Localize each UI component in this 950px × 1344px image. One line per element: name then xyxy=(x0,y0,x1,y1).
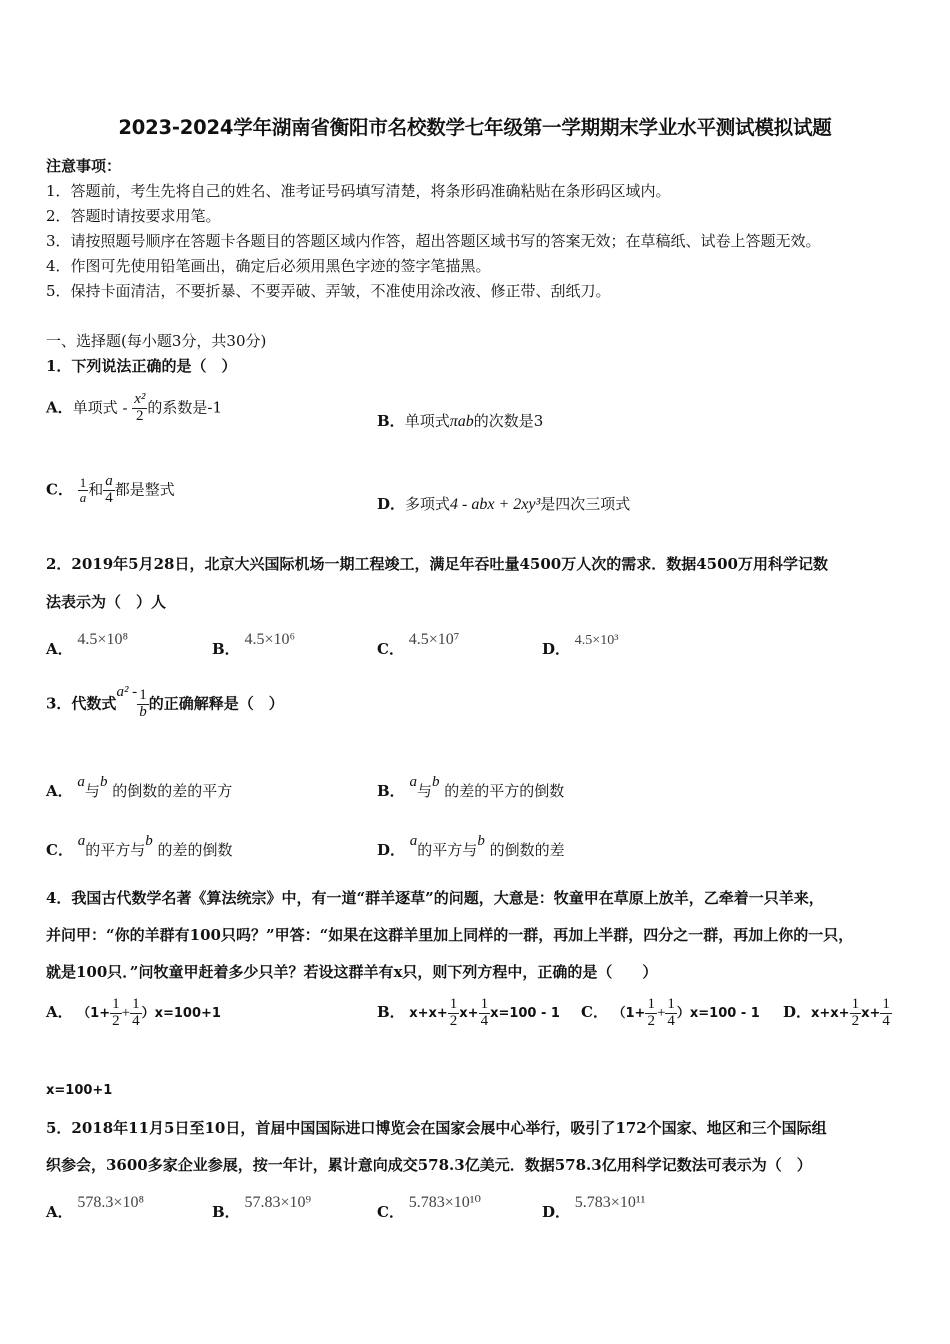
variable: b xyxy=(145,833,153,849)
option-label: C． xyxy=(581,1002,608,1021)
numerator: 1 xyxy=(449,996,458,1012)
option-text: 的差的倒数 xyxy=(157,841,233,859)
option-text: x+x+ xyxy=(811,1005,850,1021)
notice-item: 5．保持卡面清洁，不要折暴、不要弄破、弄皱，不准使用涂改液、修正带、刮纸刀。 xyxy=(46,282,611,300)
variable: a xyxy=(409,833,418,849)
notice-heading: 注意事项： xyxy=(46,157,122,175)
option-label: B． xyxy=(377,782,405,800)
option-text: 的平方与 xyxy=(417,841,478,859)
numerator: 1 xyxy=(851,996,860,1012)
q4-option-d-continued: x=100+1 xyxy=(46,1083,113,1098)
notice-item: 3．请按照题号顺序在答题卡各题目的答题区域内作答，超出答题区域书写的答案无效；在草稿纸、试卷上答题无效。 xyxy=(46,232,821,250)
option-text: 是四次三项式 xyxy=(540,495,631,513)
denominator: 4 xyxy=(882,1012,890,1029)
numerator: 1 xyxy=(112,996,120,1012)
notice-item: 1．答题前，考生先将自己的姓名、准考证号码填写清楚，将条形码准确粘贴在条形码区域内。 xyxy=(46,182,671,200)
question-3-stem xyxy=(46,684,284,721)
q3-option-b[interactable] xyxy=(377,770,565,800)
q3-option-d[interactable] xyxy=(377,829,565,859)
fraction xyxy=(479,997,491,1030)
fraction xyxy=(850,997,862,1030)
option-text: 的平方与 xyxy=(85,841,146,859)
numerator: 1 xyxy=(132,996,140,1012)
variable: a xyxy=(409,774,417,790)
fraction xyxy=(130,997,142,1030)
option-label: D． xyxy=(377,495,406,513)
fraction xyxy=(665,997,677,1030)
q3-option-c[interactable] xyxy=(46,829,233,859)
option-label: D． xyxy=(542,1203,571,1221)
denominator: 2 xyxy=(449,1012,458,1029)
option-text: 和 xyxy=(88,480,104,499)
option-label: D． xyxy=(542,640,571,658)
question-4-line: 4．我国古代数学名著《算法统宗》中，有一道“群羊逐草”的问题，大意是：牧童甲在草原上放羊，乙牵着一只羊来， xyxy=(46,889,824,907)
denominator: b xyxy=(139,703,147,720)
option-label: D． xyxy=(377,841,406,859)
denominator: 4 xyxy=(480,1012,489,1029)
math-expression: πab xyxy=(449,413,474,430)
numerator: a xyxy=(105,473,113,489)
variable: b xyxy=(431,774,440,790)
option-text: x+ xyxy=(861,1005,881,1021)
fraction xyxy=(103,474,115,507)
option-label: C． xyxy=(377,1203,404,1221)
option-text: 单项式 xyxy=(404,412,450,430)
numerator: x² xyxy=(134,391,146,407)
question-2-line: 2．2019年5月28日，北京大兴国际机场一期工程竣工，满足年吞吐量4500万人次的需求．数据4500万用科学记数 xyxy=(46,555,828,573)
question-5-line: 5．2018年11月5日至10日，首届中国国际进口博览会在国家会展中心举行，吸引了172个国家、地区和三个国际组 xyxy=(46,1119,827,1137)
q5-option-d[interactable] xyxy=(542,1191,646,1221)
q4-option-c[interactable] xyxy=(581,997,760,1030)
question-1-stem: 1．下列说法正确的是（ ） xyxy=(46,357,237,375)
option-label: A． xyxy=(46,640,73,658)
fraction xyxy=(448,997,460,1030)
denominator: 2 xyxy=(647,1012,655,1029)
denominator: 4 xyxy=(667,1012,675,1029)
option-value: 4.5×10⁸ xyxy=(77,631,129,648)
option-text: ）x=100 - 1 xyxy=(676,1005,760,1021)
option-text: 与 xyxy=(84,782,100,800)
q4-option-a[interactable] xyxy=(46,997,221,1030)
option-text: x+x+ xyxy=(409,1005,448,1021)
q1-option-d[interactable] xyxy=(377,493,630,514)
numerator: 1 xyxy=(139,687,147,703)
option-text: 单项式 xyxy=(72,398,118,417)
option-text: 的次数是3 xyxy=(473,412,544,430)
option-text: 的倒数的差的平方 xyxy=(112,782,233,800)
option-text: ）x=100+1 xyxy=(141,1005,221,1021)
variable: b xyxy=(477,833,485,849)
plus-sign: + xyxy=(656,1004,666,1021)
fraction xyxy=(110,997,122,1030)
option-value: 4.5×10⁶ xyxy=(244,631,296,648)
option-text: 多项式 xyxy=(405,495,451,513)
fraction xyxy=(880,997,892,1030)
fraction xyxy=(645,997,657,1030)
q1-option-b[interactable] xyxy=(377,410,543,431)
option-label: A． xyxy=(46,1002,73,1021)
option-label: B． xyxy=(212,1203,240,1221)
option-text: 与 xyxy=(416,782,432,800)
fraction xyxy=(137,688,149,721)
numerator: 1 xyxy=(882,996,890,1012)
notice-item: 2．答题时请按要求用笔。 xyxy=(46,207,221,225)
numerator: 1 xyxy=(647,996,655,1012)
option-label: C． xyxy=(46,480,73,499)
option-value: 5.783×10¹¹ xyxy=(574,1194,646,1211)
q2-option-d[interactable] xyxy=(542,628,619,658)
option-text: 的差的平方的倒数 xyxy=(444,782,565,800)
question-5-line: 织参会，3600多家企业参展，按一年计，累计意向成交578.3亿美元．数据578.3亿用科学记数法可表示为（ ） xyxy=(46,1156,812,1174)
q1-option-a[interactable] xyxy=(46,392,222,425)
option-value: 578.3×10⁸ xyxy=(77,1194,145,1211)
option-text: 的系数是-1 xyxy=(147,398,222,417)
option-label: A． xyxy=(46,782,73,800)
math-expression: a² - xyxy=(116,684,138,701)
q3-option-a[interactable] xyxy=(46,770,233,800)
option-value: 5.783×10¹⁰ xyxy=(408,1194,481,1211)
q4-option-b[interactable] xyxy=(377,997,560,1030)
numerator: 1 xyxy=(667,996,675,1012)
option-label: B． xyxy=(377,412,405,430)
notice-item: 4．作图可先使用铅笔画出，确定后必须用黑色字迹的签字笔描黑。 xyxy=(46,257,491,275)
variable: b xyxy=(99,774,108,790)
q1-option-c[interactable] xyxy=(46,474,175,507)
option-label: B． xyxy=(212,640,240,658)
option-value: 4.5×10⁷ xyxy=(408,631,460,648)
option-label: D． xyxy=(783,1002,812,1021)
denominator: 4 xyxy=(132,1012,140,1029)
denominator: 4 xyxy=(105,489,113,506)
option-text: （1+ xyxy=(612,1005,646,1021)
denominator: a xyxy=(79,489,87,505)
q2-option-a[interactable] xyxy=(46,628,129,658)
option-label: A． xyxy=(46,398,73,417)
option-label: B． xyxy=(377,1002,405,1021)
q5-option-c[interactable] xyxy=(377,1191,481,1221)
page-title: 2023-2024学年湖南省衡阳市名校数学七年级第一学期期末学业水平测试模拟试题 xyxy=(118,116,832,139)
q2-option-b[interactable] xyxy=(212,628,296,658)
math-expression: 4 - abx + 2xy³ xyxy=(450,496,541,513)
section-heading: 一、选择题(每小题3分，共30分) xyxy=(46,332,267,350)
stem-text: 3．代数式 xyxy=(46,694,117,713)
numerator: 1 xyxy=(480,996,489,1012)
option-text: （1+ xyxy=(77,1005,111,1021)
denominator: 2 xyxy=(851,1012,860,1029)
option-text: 都是整式 xyxy=(114,480,175,499)
question-4-line: 并问甲：“你的羊群有100只吗？”甲答：“如果在这群羊里加上同样的一群，再加上半群，四分之一群，再加上你的一只， xyxy=(46,926,854,944)
q5-option-a[interactable] xyxy=(46,1191,145,1221)
stem-text: 的正确解释是（ ） xyxy=(148,694,284,713)
plus-sign: + xyxy=(121,1004,131,1021)
question-2-line: 法表示为（ ）人 xyxy=(46,593,167,611)
q4-option-d[interactable] xyxy=(783,997,892,1030)
variable: a xyxy=(77,833,86,849)
option-text: x=100 - 1 xyxy=(490,1005,560,1021)
option-label: A． xyxy=(46,1203,73,1221)
numerator: 1 xyxy=(79,475,87,491)
variable: a xyxy=(77,774,85,790)
option-value: 4.5×10³ xyxy=(574,633,619,648)
option-text: 的倒数的差 xyxy=(489,841,565,859)
denominator: 2 xyxy=(112,1012,120,1029)
option-text: x+ xyxy=(459,1005,479,1021)
minus-sign: - xyxy=(122,400,128,417)
denominator: 2 xyxy=(136,407,144,424)
question-4-line: 就是100只．”问牧童甲赶着多少只羊？若设这群羊有x只，则下列方程中，正确的是（ ） xyxy=(46,963,658,981)
fraction xyxy=(78,476,89,504)
option-label: C． xyxy=(377,640,404,658)
option-label: C． xyxy=(46,841,73,859)
fraction xyxy=(132,392,147,425)
q5-option-b[interactable] xyxy=(212,1191,312,1221)
q2-option-c[interactable] xyxy=(377,628,460,658)
option-value: 57.83×10⁹ xyxy=(244,1194,312,1211)
